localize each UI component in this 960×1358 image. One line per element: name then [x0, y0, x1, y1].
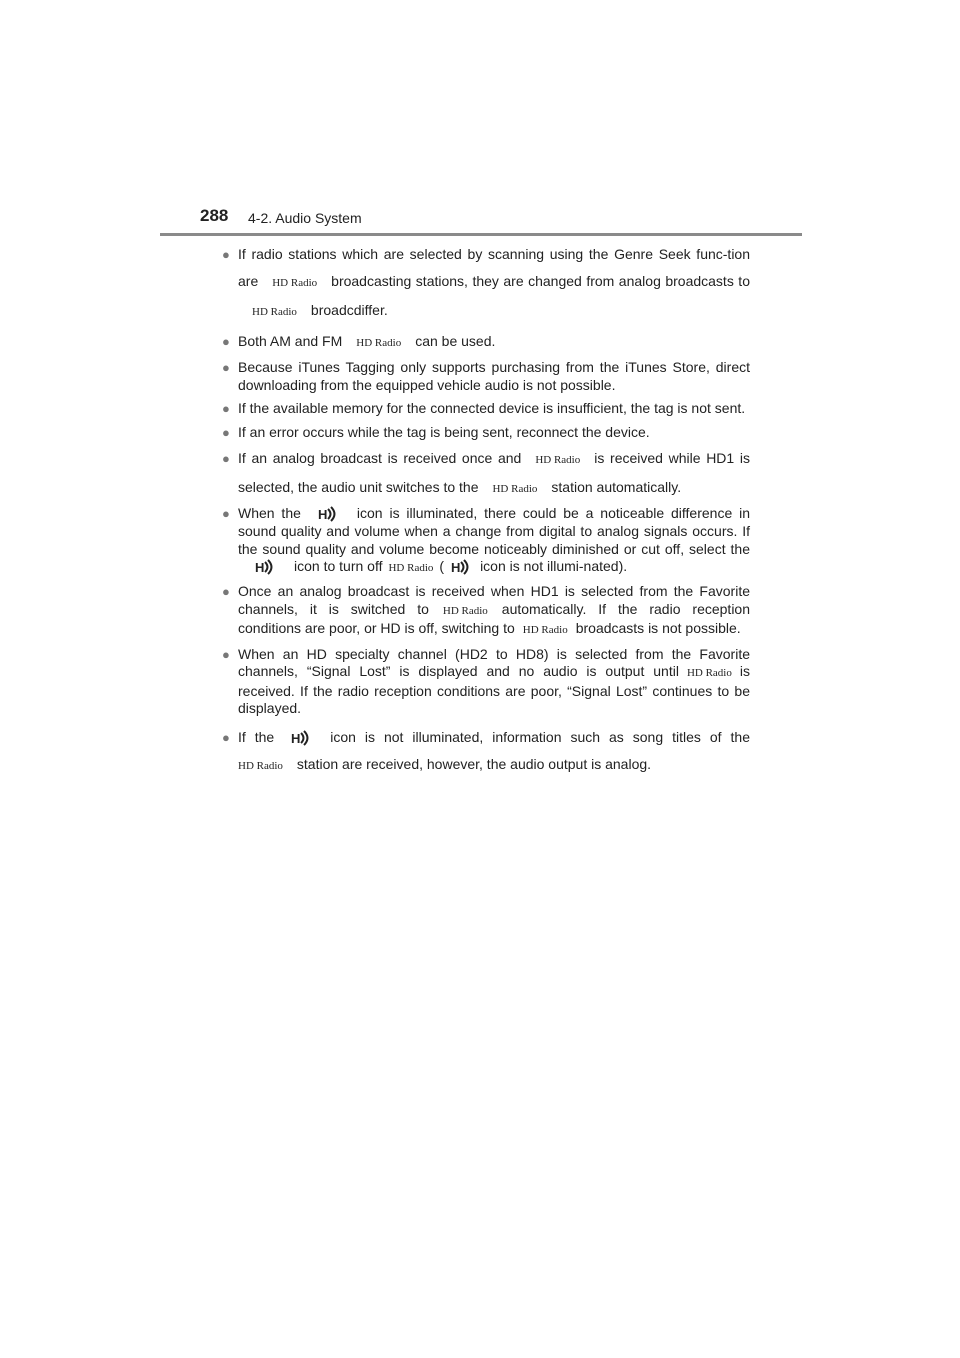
hd-radio-logo: HD Radio: [356, 337, 402, 349]
list-item: ● Because iTunes Tagging only supports purchasing from the iTunes Store, direct downloading from the equipped vehicle audio is not possible.: [222, 359, 750, 393]
page-number: 288: [200, 206, 229, 225]
svg-text:H: H: [317, 507, 328, 523]
bullet-icon: ●: [222, 646, 230, 662]
bullet-icon: ●: [222, 584, 230, 600]
svg-text:H: H: [451, 560, 461, 576]
list-item: ● If an analog broadcast is received once and HD Radio is received while HD1 is selected, the audio unit switches to the HD Radio station automatically.: [222, 445, 750, 503]
hd-radio-logo: HD Radio: [686, 667, 732, 680]
hd-indicator-icon: [450, 558, 470, 576]
list-item: ● When the H icon is illuminated, there could be a noticeable difference in sound quality and volume when a change from digital to analog signals occurs. If the sound quality and volume become noticeably diminished or cut off, select the H icon to turn off HD Radio ( H icon is not illumi-nated).: [222, 505, 750, 576]
bullet-icon: ●: [222, 360, 230, 375]
header-rule: [160, 233, 802, 236]
svg-text:H: H: [255, 560, 265, 576]
bullet-list: [222, 241, 750, 782]
section-title: 4-2. Audio System: [248, 210, 362, 226]
page-header: [200, 206, 802, 236]
bullet-icon: ●: [222, 424, 230, 440]
hd-radio-logo: HD Radio: [238, 759, 283, 772]
bullet-icon: ●: [222, 334, 230, 349]
list-item: ● If the available memory for the connected device is insufficient, the tag is not sent.: [222, 400, 746, 416]
list-item: ● If an error occurs while the tag is being sent, reconnect the device.: [222, 423, 650, 440]
hd-radio-logo: HD Radio: [272, 277, 318, 289]
list-item: ● When an HD specialty channel (HD2 to HD8) is selected from the Favorite channels, “Signal Lost” is displayed and no audio is output until HD Radio is received. If the radio reception conditions are poor, “Signal Lost” continues to be displayed.: [222, 645, 750, 717]
hd-indicator-icon: [290, 729, 310, 747]
bullet-icon: ●: [222, 247, 230, 262]
bullet-icon: ●: [222, 401, 230, 416]
hd-radio-logo: HD Radio: [522, 624, 568, 637]
hd-indicator-icon: [317, 505, 337, 523]
hd-radio-logo: HD Radio: [492, 483, 538, 495]
hd-radio-logo: HD Radio: [442, 604, 488, 617]
bullet-icon: ●: [222, 729, 230, 745]
hd-indicator-icon: [254, 558, 274, 576]
svg-text:H: H: [291, 730, 301, 746]
list-item: ● Both AM and FM HD Radio can be used.: [222, 328, 750, 357]
bullet-icon: ●: [222, 506, 230, 521]
hd-radio-logo: HD Radio: [535, 454, 581, 466]
list-item: ● If radio stations which are selected by scanning using the Genre Seek func-tion are HD Radio broadcasting stations, they are changed from analog broadcasts toHD Radio broadcdiffer.: [222, 241, 750, 326]
hd-radio-logo: HD Radio: [388, 561, 434, 574]
list-item: ● If the H icon is not illuminated, information such as song titles of theHD Radio station are received, however, the audio output is analog.: [222, 724, 750, 780]
bullet-icon: ●: [222, 451, 230, 466]
hd-radio-logo: HD Radio: [252, 306, 297, 318]
list-item: ● Once an analog broadcast is received when HD1 is selected from the Favorite channels, it is switched to HD Radio automatically. If the radio reception conditions are poor, or HD is off, switching to HD Radio broadcasts is not possible.: [222, 583, 750, 640]
